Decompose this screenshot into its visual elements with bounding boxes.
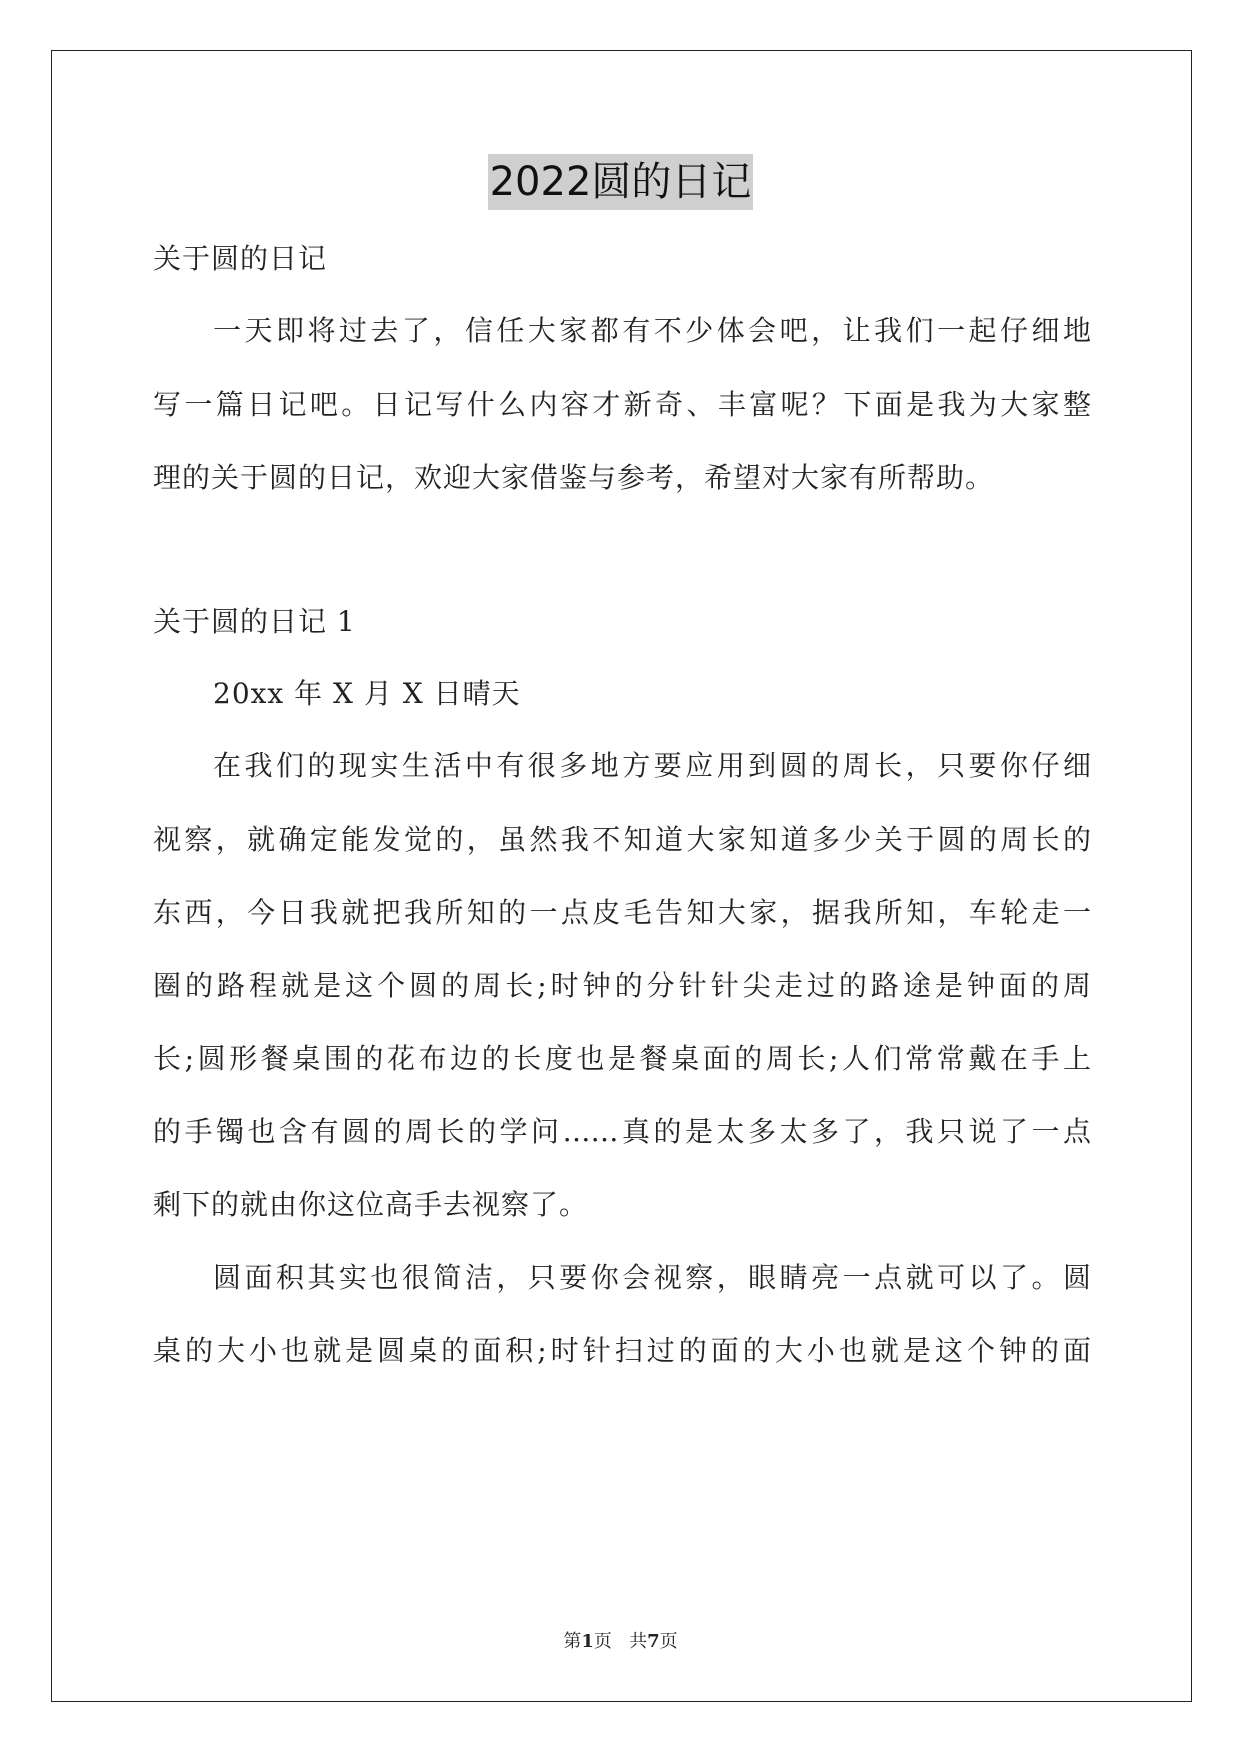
intro-line-1: 一天即将过去了，信任大家都有不少体会吧，让我们一起仔细地 [213,314,1091,347]
para1-line-6: 的手镯也含有圆的周长的学问……真的是太多太多了，我只说了一点 [153,1115,1091,1148]
para2-line-1: 圆面积其实也很简洁，只要你会视察，眼睛亮一点就可以了。圆 [213,1261,1091,1294]
title-container [0,154,1241,210]
document-title: 2022圆的日记 [488,154,754,210]
section-heading: 关于圆的日记 1 [153,605,356,638]
para1-line-4: 圈的路程就是这个圆的周长;时钟的分针针尖走过的路途是钟面的周 [153,969,1091,1002]
page-total: 7 [647,1631,660,1652]
page-unit: 页 [593,1631,612,1652]
para1-line-2: 视察，就确定能发觉的，虽然我不知道大家知道多少关于圆的周长的 [153,823,1091,856]
total-prefix: 共 [629,1631,648,1652]
page-footer [0,1630,1241,1654]
page-border [51,50,1192,1702]
intro-heading: 关于圆的日记 [153,242,328,275]
intro-line-3: 理的关于圆的日记，欢迎大家借鉴与参考，希望对大家有所帮助。 [153,461,995,494]
intro-line-2: 写一篇日记吧。日记写什么内容才新奇、丰富呢？下面是我为大家整 [153,388,1091,421]
total-unit: 页 [659,1631,678,1652]
page-current: 1 [581,1631,594,1652]
page-prefix: 第 [563,1631,582,1652]
para2-line-2: 桌的大小也就是圆桌的面积;时针扫过的面的大小也就是这个钟的面 [153,1334,1091,1367]
para1-line-7: 剩下的就由你这位高手去视察了。 [153,1188,589,1221]
date-line: 20xx 年 X 月 X 日晴天 [213,677,521,710]
para1-line-1: 在我们的现实生活中有很多地方要应用到圆的周长，只要你仔细 [213,749,1091,782]
para1-line-5: 长;圆形餐桌围的花布边的长度也是餐桌面的周长;人们常常戴在手上 [153,1042,1091,1075]
para1-line-3: 东西，今日我就把我所知的一点皮毛告知大家，据我所知，车轮走一 [153,896,1091,929]
